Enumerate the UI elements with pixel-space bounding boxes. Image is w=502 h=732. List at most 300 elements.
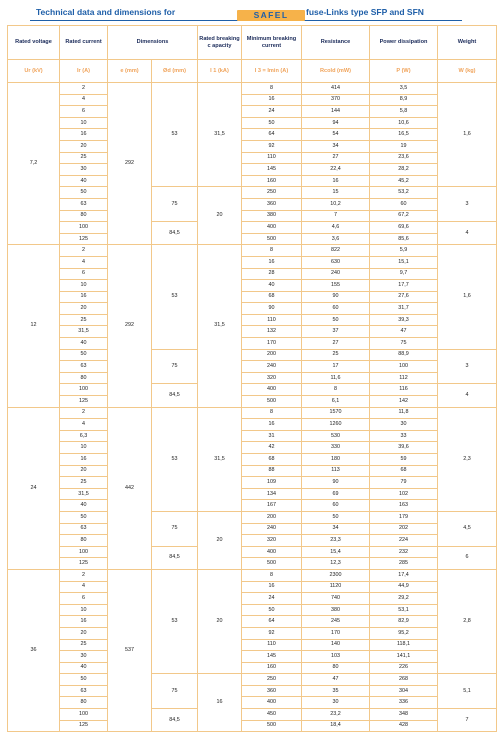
cell-breaking: 31,5 bbox=[198, 83, 242, 187]
cell-min: 200 bbox=[242, 349, 302, 361]
cell-power: 163 bbox=[370, 500, 438, 512]
cell-power: 179 bbox=[370, 511, 438, 523]
cell-current: 125 bbox=[60, 396, 108, 408]
cell-current: 25 bbox=[60, 639, 108, 651]
fuse-data-table bbox=[7, 25, 497, 732]
cell-res: 240 bbox=[302, 268, 370, 280]
table-row bbox=[8, 314, 497, 326]
cell-res: 8 bbox=[302, 384, 370, 396]
cell-res: 90 bbox=[302, 477, 370, 489]
cell-current: 63 bbox=[60, 361, 108, 373]
cell-current: 2 bbox=[60, 407, 108, 419]
cell-breaking: 16 bbox=[198, 674, 242, 732]
cell-weight: 6 bbox=[438, 546, 497, 569]
cell-d: 53 bbox=[152, 407, 198, 511]
cell-current: 4 bbox=[60, 581, 108, 593]
table-row bbox=[8, 454, 497, 466]
cell-current: 80 bbox=[60, 372, 108, 384]
cell-min: 145 bbox=[242, 164, 302, 176]
cell-power: 16,5 bbox=[370, 129, 438, 141]
cell-current: 4 bbox=[60, 419, 108, 431]
cell-power: 5,9 bbox=[370, 245, 438, 257]
cell-min: 24 bbox=[242, 593, 302, 605]
cell-res: 113 bbox=[302, 465, 370, 477]
cell-res: 34 bbox=[302, 523, 370, 535]
cell-current: 10 bbox=[60, 280, 108, 292]
cell-e: 442 bbox=[108, 407, 152, 569]
cell-res: 54 bbox=[302, 129, 370, 141]
units-row bbox=[8, 60, 497, 83]
cell-res: 330 bbox=[302, 442, 370, 454]
cell-current: 100 bbox=[60, 709, 108, 721]
cell-res: 34 bbox=[302, 140, 370, 152]
cell-res: 94 bbox=[302, 117, 370, 129]
cell-power: 17,4 bbox=[370, 569, 438, 581]
cell-min: 8 bbox=[242, 245, 302, 257]
cell-res: 103 bbox=[302, 651, 370, 663]
cell-res: 140 bbox=[302, 639, 370, 651]
cell-power: 75 bbox=[370, 338, 438, 350]
cell-current: 16 bbox=[60, 616, 108, 628]
table-row bbox=[8, 361, 497, 373]
cell-min: 132 bbox=[242, 326, 302, 338]
cell-current: 16 bbox=[60, 454, 108, 466]
cell-current: 30 bbox=[60, 651, 108, 663]
table-row bbox=[8, 558, 497, 570]
cell-power: 10,6 bbox=[370, 117, 438, 129]
cell-res: 16 bbox=[302, 175, 370, 187]
cell-res: 155 bbox=[302, 280, 370, 292]
unit-e: e (mm) bbox=[108, 60, 152, 83]
cell-res: 1570 bbox=[302, 407, 370, 419]
cell-power: 68 bbox=[370, 465, 438, 477]
cell-current: 25 bbox=[60, 477, 108, 489]
cell-power: 53,1 bbox=[370, 604, 438, 616]
cell-weight: 1,6 bbox=[438, 83, 497, 187]
cell-res: 11,6 bbox=[302, 372, 370, 384]
cell-power: 79 bbox=[370, 477, 438, 489]
cell-power: 112 bbox=[370, 372, 438, 384]
cell-min: 145 bbox=[242, 651, 302, 663]
cell-weight: 4 bbox=[438, 222, 497, 245]
cell-d: 84,5 bbox=[152, 546, 198, 569]
cell-current: 20 bbox=[60, 303, 108, 315]
cell-d: 84,5 bbox=[152, 384, 198, 407]
cell-min: 320 bbox=[242, 372, 302, 384]
cell-e: 292 bbox=[108, 83, 152, 245]
cell-power: 8,9 bbox=[370, 94, 438, 106]
cell-min: 42 bbox=[242, 442, 302, 454]
cell-current: 125 bbox=[60, 558, 108, 570]
cell-power: 44,9 bbox=[370, 581, 438, 593]
cell-current: 25 bbox=[60, 314, 108, 326]
header-resistance: Resistance bbox=[302, 26, 370, 60]
cell-min: 360 bbox=[242, 685, 302, 697]
cell-current: 80 bbox=[60, 697, 108, 709]
safel-logo bbox=[237, 10, 305, 21]
table-row bbox=[8, 720, 497, 732]
cell-res: 380 bbox=[302, 604, 370, 616]
cell-min: 64 bbox=[242, 616, 302, 628]
cell-d: 84,5 bbox=[152, 222, 198, 245]
header-breaking-capacity: Rated breaking c apacity bbox=[198, 26, 242, 60]
cell-power: 428 bbox=[370, 720, 438, 732]
cell-current: 63 bbox=[60, 685, 108, 697]
cell-power: 27,6 bbox=[370, 291, 438, 303]
cell-power: 9,7 bbox=[370, 268, 438, 280]
cell-current: 6,3 bbox=[60, 430, 108, 442]
cell-res: 37 bbox=[302, 326, 370, 338]
cell-res: 740 bbox=[302, 593, 370, 605]
cell-current: 40 bbox=[60, 662, 108, 674]
cell-current: 6 bbox=[60, 106, 108, 118]
cell-min: 160 bbox=[242, 175, 302, 187]
cell-min: 88 bbox=[242, 465, 302, 477]
cell-current: 31,5 bbox=[60, 488, 108, 500]
table-row bbox=[8, 442, 497, 454]
cell-res: 23,2 bbox=[302, 709, 370, 721]
unit-break: I 1 (kA) bbox=[198, 60, 242, 83]
table-row bbox=[8, 569, 497, 581]
table-row bbox=[8, 697, 497, 709]
cell-power: 69,6 bbox=[370, 222, 438, 234]
cell-res: 12,3 bbox=[302, 558, 370, 570]
cell-min: 110 bbox=[242, 314, 302, 326]
header-power: Power dissipation bbox=[370, 26, 438, 60]
cell-current: 80 bbox=[60, 535, 108, 547]
table-row bbox=[8, 152, 497, 164]
table-row bbox=[8, 245, 497, 257]
title-bar bbox=[30, 6, 462, 21]
table-row bbox=[8, 349, 497, 361]
table-row bbox=[8, 106, 497, 118]
table-row bbox=[8, 477, 497, 489]
cell-res: 47 bbox=[302, 674, 370, 686]
cell-current: 10 bbox=[60, 604, 108, 616]
cell-min: 16 bbox=[242, 94, 302, 106]
cell-res: 27 bbox=[302, 338, 370, 350]
cell-weight: 3 bbox=[438, 349, 497, 384]
cell-current: 2 bbox=[60, 569, 108, 581]
cell-min: 500 bbox=[242, 558, 302, 570]
cell-res: 17 bbox=[302, 361, 370, 373]
cell-current: 125 bbox=[60, 720, 108, 732]
table-row bbox=[8, 546, 497, 558]
cell-res: 23,3 bbox=[302, 535, 370, 547]
cell-min: 109 bbox=[242, 477, 302, 489]
table-row bbox=[8, 175, 497, 187]
cell-res: 4,6 bbox=[302, 222, 370, 234]
cell-power: 39,3 bbox=[370, 314, 438, 326]
cell-e: 292 bbox=[108, 245, 152, 407]
cell-min: 68 bbox=[242, 454, 302, 466]
header-row bbox=[8, 26, 497, 60]
table-row bbox=[8, 593, 497, 605]
table-row bbox=[8, 94, 497, 106]
cell-res: 245 bbox=[302, 616, 370, 628]
unit-weight: W (kg) bbox=[438, 60, 497, 83]
cell-voltage: 7,2 bbox=[8, 83, 60, 245]
cell-min: 360 bbox=[242, 198, 302, 210]
cell-power: 232 bbox=[370, 546, 438, 558]
cell-current: 40 bbox=[60, 338, 108, 350]
table-row bbox=[8, 465, 497, 477]
cell-current: 31,5 bbox=[60, 326, 108, 338]
cell-res: 822 bbox=[302, 245, 370, 257]
cell-power: 60 bbox=[370, 198, 438, 210]
cell-power: 224 bbox=[370, 535, 438, 547]
cell-min: 500 bbox=[242, 233, 302, 245]
cell-res: 15,4 bbox=[302, 546, 370, 558]
cell-current: 50 bbox=[60, 511, 108, 523]
table-row bbox=[8, 685, 497, 697]
cell-current: 20 bbox=[60, 465, 108, 477]
cell-min: 400 bbox=[242, 697, 302, 709]
cell-power: 304 bbox=[370, 685, 438, 697]
cell-min: 240 bbox=[242, 361, 302, 373]
cell-min: 8 bbox=[242, 83, 302, 95]
cell-power: 88,9 bbox=[370, 349, 438, 361]
cell-min: 8 bbox=[242, 569, 302, 581]
cell-res: 18,4 bbox=[302, 720, 370, 732]
header-rated-voltage: Rated voltage bbox=[8, 26, 60, 60]
table-row bbox=[8, 129, 497, 141]
cell-min: 92 bbox=[242, 627, 302, 639]
cell-min: 24 bbox=[242, 106, 302, 118]
table-row bbox=[8, 233, 497, 245]
cell-current: 2 bbox=[60, 245, 108, 257]
table-row bbox=[8, 604, 497, 616]
cell-min: 200 bbox=[242, 511, 302, 523]
cell-power: 118,1 bbox=[370, 639, 438, 651]
cell-min: 68 bbox=[242, 291, 302, 303]
cell-current: 50 bbox=[60, 349, 108, 361]
cell-min: 400 bbox=[242, 384, 302, 396]
table-row bbox=[8, 140, 497, 152]
table-row bbox=[8, 639, 497, 651]
cell-weight: 3 bbox=[438, 187, 497, 222]
cell-min: 320 bbox=[242, 535, 302, 547]
cell-power: 3,5 bbox=[370, 83, 438, 95]
cell-power: 45,2 bbox=[370, 175, 438, 187]
table-row bbox=[8, 83, 497, 95]
table-row bbox=[8, 117, 497, 129]
cell-power: 47 bbox=[370, 326, 438, 338]
cell-current: 50 bbox=[60, 187, 108, 199]
cell-current: 6 bbox=[60, 268, 108, 280]
cell-current: 40 bbox=[60, 175, 108, 187]
cell-weight: 1,6 bbox=[438, 245, 497, 349]
cell-power: 59 bbox=[370, 454, 438, 466]
cell-min: 16 bbox=[242, 581, 302, 593]
cell-power: 348 bbox=[370, 709, 438, 721]
table-row bbox=[8, 396, 497, 408]
table-row bbox=[8, 407, 497, 419]
cell-res: 170 bbox=[302, 627, 370, 639]
cell-res: 15 bbox=[302, 187, 370, 199]
unit-min: I 3 = Imin (A) bbox=[242, 60, 302, 83]
cell-res: 3,6 bbox=[302, 233, 370, 245]
cell-res: 2300 bbox=[302, 569, 370, 581]
cell-current: 50 bbox=[60, 674, 108, 686]
cell-min: 240 bbox=[242, 523, 302, 535]
cell-power: 29,2 bbox=[370, 593, 438, 605]
cell-res: 27 bbox=[302, 152, 370, 164]
cell-res: 7 bbox=[302, 210, 370, 222]
cell-current: 10 bbox=[60, 442, 108, 454]
cell-res: 60 bbox=[302, 303, 370, 315]
cell-weight: 2,3 bbox=[438, 407, 497, 511]
cell-voltage: 12 bbox=[8, 245, 60, 407]
table-row bbox=[8, 280, 497, 292]
cell-power: 33 bbox=[370, 430, 438, 442]
cell-current: 10 bbox=[60, 117, 108, 129]
header-weight: Weight bbox=[438, 26, 497, 60]
table-row bbox=[8, 198, 497, 210]
cell-res: 1120 bbox=[302, 581, 370, 593]
unit-d: Ød (mm) bbox=[152, 60, 198, 83]
table-row bbox=[8, 511, 497, 523]
table-row bbox=[8, 651, 497, 663]
cell-weight: 5,1 bbox=[438, 674, 497, 709]
cell-current: 20 bbox=[60, 140, 108, 152]
table-row bbox=[8, 581, 497, 593]
cell-d: 75 bbox=[152, 349, 198, 384]
cell-current: 40 bbox=[60, 500, 108, 512]
cell-current: 80 bbox=[60, 210, 108, 222]
cell-min: 250 bbox=[242, 674, 302, 686]
cell-d: 53 bbox=[152, 569, 198, 673]
cell-min: 167 bbox=[242, 500, 302, 512]
cell-power: 5,8 bbox=[370, 106, 438, 118]
title-prefix: Technical data and dimensions for bbox=[36, 7, 176, 17]
cell-power: 19 bbox=[370, 140, 438, 152]
cell-min: 400 bbox=[242, 546, 302, 558]
cell-weight: 4 bbox=[438, 384, 497, 407]
cell-current: 16 bbox=[60, 129, 108, 141]
logo-text: SAFEL bbox=[253, 10, 289, 20]
cell-power: 23,6 bbox=[370, 152, 438, 164]
table-row bbox=[8, 384, 497, 396]
cell-current: 30 bbox=[60, 164, 108, 176]
cell-power: 31,7 bbox=[370, 303, 438, 315]
cell-current: 63 bbox=[60, 198, 108, 210]
cell-voltage: 24 bbox=[8, 407, 60, 569]
cell-res: 25 bbox=[302, 349, 370, 361]
cell-res: 6,1 bbox=[302, 396, 370, 408]
cell-current: 100 bbox=[60, 222, 108, 234]
cell-power: 142 bbox=[370, 396, 438, 408]
cell-current: 4 bbox=[60, 94, 108, 106]
cell-power: 15,1 bbox=[370, 256, 438, 268]
table-row bbox=[8, 338, 497, 350]
cell-power: 336 bbox=[370, 697, 438, 709]
cell-power: 67,2 bbox=[370, 210, 438, 222]
cell-min: 134 bbox=[242, 488, 302, 500]
cell-power: 28,2 bbox=[370, 164, 438, 176]
cell-d: 53 bbox=[152, 245, 198, 349]
cell-breaking: 20 bbox=[198, 187, 242, 245]
cell-breaking: 31,5 bbox=[198, 407, 242, 511]
cell-power: 202 bbox=[370, 523, 438, 535]
cell-power: 116 bbox=[370, 384, 438, 396]
table-row bbox=[8, 256, 497, 268]
cell-min: 92 bbox=[242, 140, 302, 152]
cell-current: 100 bbox=[60, 384, 108, 396]
cell-power: 82,9 bbox=[370, 616, 438, 628]
cell-min: 500 bbox=[242, 720, 302, 732]
cell-res: 530 bbox=[302, 430, 370, 442]
cell-power: 85,6 bbox=[370, 233, 438, 245]
header-rated-current: Rated current bbox=[60, 26, 108, 60]
cell-d: 75 bbox=[152, 187, 198, 222]
table-row bbox=[8, 419, 497, 431]
cell-res: 180 bbox=[302, 454, 370, 466]
cell-res: 50 bbox=[302, 511, 370, 523]
cell-power: 11,8 bbox=[370, 407, 438, 419]
unit-res: Rcold (mW) bbox=[302, 60, 370, 83]
cell-min: 64 bbox=[242, 129, 302, 141]
table-body bbox=[8, 83, 497, 732]
cell-current: 25 bbox=[60, 152, 108, 164]
cell-min: 110 bbox=[242, 152, 302, 164]
cell-d: 53 bbox=[152, 83, 198, 187]
cell-power: 141,1 bbox=[370, 651, 438, 663]
table-row bbox=[8, 210, 497, 222]
table-row bbox=[8, 372, 497, 384]
cell-res: 60 bbox=[302, 500, 370, 512]
table-row bbox=[8, 291, 497, 303]
header-min-breaking: Minimum breaking current bbox=[242, 26, 302, 60]
cell-min: 170 bbox=[242, 338, 302, 350]
cell-res: 35 bbox=[302, 685, 370, 697]
cell-min: 8 bbox=[242, 407, 302, 419]
cell-min: 16 bbox=[242, 256, 302, 268]
title-suffix: fuse-Links type SFP and SFN bbox=[306, 7, 424, 17]
cell-min: 500 bbox=[242, 396, 302, 408]
table-row bbox=[8, 187, 497, 199]
table-row bbox=[8, 303, 497, 315]
table-row bbox=[8, 430, 497, 442]
cell-min: 450 bbox=[242, 709, 302, 721]
cell-res: 1260 bbox=[302, 419, 370, 431]
cell-min: 50 bbox=[242, 604, 302, 616]
cell-res: 630 bbox=[302, 256, 370, 268]
cell-res: 10,2 bbox=[302, 198, 370, 210]
cell-power: 226 bbox=[370, 662, 438, 674]
cell-min: 400 bbox=[242, 222, 302, 234]
cell-power: 102 bbox=[370, 488, 438, 500]
cell-power: 100 bbox=[370, 361, 438, 373]
cell-breaking: 20 bbox=[198, 511, 242, 569]
cell-min: 380 bbox=[242, 210, 302, 222]
table-row bbox=[8, 164, 497, 176]
cell-current: 125 bbox=[60, 233, 108, 245]
header-dimensions: Dimensions bbox=[108, 26, 198, 60]
unit-power: P (W) bbox=[370, 60, 438, 83]
cell-d: 75 bbox=[152, 511, 198, 546]
table-row bbox=[8, 500, 497, 512]
cell-res: 22,4 bbox=[302, 164, 370, 176]
cell-e: 537 bbox=[108, 569, 152, 731]
cell-min: 90 bbox=[242, 303, 302, 315]
cell-power: 30 bbox=[370, 419, 438, 431]
cell-res: 80 bbox=[302, 662, 370, 674]
cell-min: 31 bbox=[242, 430, 302, 442]
table-row bbox=[8, 709, 497, 721]
unit-voltage: Ur (kV) bbox=[8, 60, 60, 83]
cell-res: 50 bbox=[302, 314, 370, 326]
